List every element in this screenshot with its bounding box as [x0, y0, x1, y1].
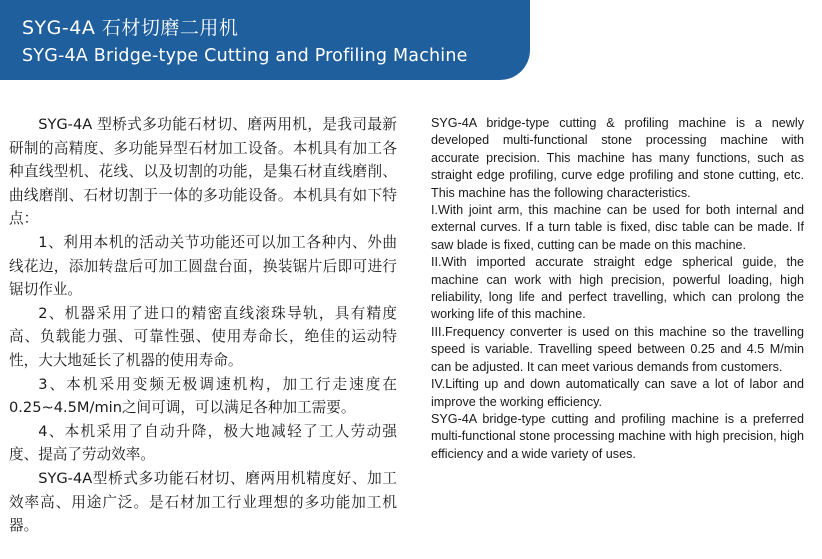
en-paragraph-feature-2: II.With imported accurate straight edge spherical guide, the machine can work with high precision, powerful loading, high reliability, long life and perfect travelling, which can prolong the working life of this machine.	[431, 255, 804, 322]
en-paragraph-feature-1: I.With joint arm, this machine can be used for both internal and external curves. If a turn table is fixed, disc table can be made. If saw blade is fixed, cutting can be made on this machine.	[431, 203, 804, 252]
cn-paragraph-intro: SYG-4A 型桥式多功能石材切、磨两用机，是我司最新研制的高精度、多功能异型石材加工设备。本机具有加工各种直线型机、花线、以及切割的功能，是集石材直线磨削、曲线磨削、石材切割于一体的多功能设备。本机具有如下特点：	[9, 116, 397, 228]
cn-paragraph-feature-4: 4、本机采用了自动升降，极大地减轻了工人劳动强度、提高了劳动效率。	[9, 422, 397, 464]
en-paragraph-feature-4: IV.Lifting up and down automatically can save a lot of labor and improve the working efficiency.	[431, 377, 804, 409]
cn-paragraph-summary: SYG-4A型桥式多功能石材切、磨两用机精度好、加工效率高、用途广泛。是石材加工行业理想的多功能加工机器。	[9, 469, 397, 535]
title-banner	[0, 0, 530, 80]
english-description	[431, 115, 804, 463]
cn-paragraph-feature-1: 1、利用本机的活动关节功能还可以加工各种内、外曲线花边，添加转盘后可加工圆盘台面，换装锯片后即可进行锯切作业。	[9, 233, 397, 299]
cn-paragraph-feature-2: 2、机器采用了进口的精密直线滚珠导轨，具有精度高、负载能力强、可靠性强、使用寿命长，绝佳的运动特性，大大地延长了机器的使用寿命。	[9, 304, 397, 369]
title-english: SYG-4A Bridge-type Cutting and Profiling Machine	[22, 46, 468, 66]
en-paragraph-feature-3: III.Frequency converter is used on this machine so the travelling speed is variable. Travelling speed between 0.25 and 4.5 M/min can be adjusted. It can meet various demands from customers.	[431, 324, 804, 374]
en-paragraph-intro: SYG-4A bridge-type cutting & profiling machine is a newly developed multi-functional stone processing machine with accurate precision. This machine has many functions, such as straight edge profiling, curve edge profiling and stone cutting, etc. This machine has the following characteristics.	[431, 116, 804, 200]
en-paragraph-summary: SYG-4A bridge-type cutting and profiling machine is a preferred multi-functional stone processing machine with high precision, high efficiency and a wide variety of uses.	[431, 411, 804, 461]
title-chinese: SYG-4A 石材切磨二用机	[22, 17, 239, 39]
cn-paragraph-feature-3: 3、本机采用变频无极调速机构，加工行走速度在0.25~4.5M/min之间可调，可以满足各种加工需要。	[9, 375, 397, 417]
chinese-description	[9, 113, 397, 538]
